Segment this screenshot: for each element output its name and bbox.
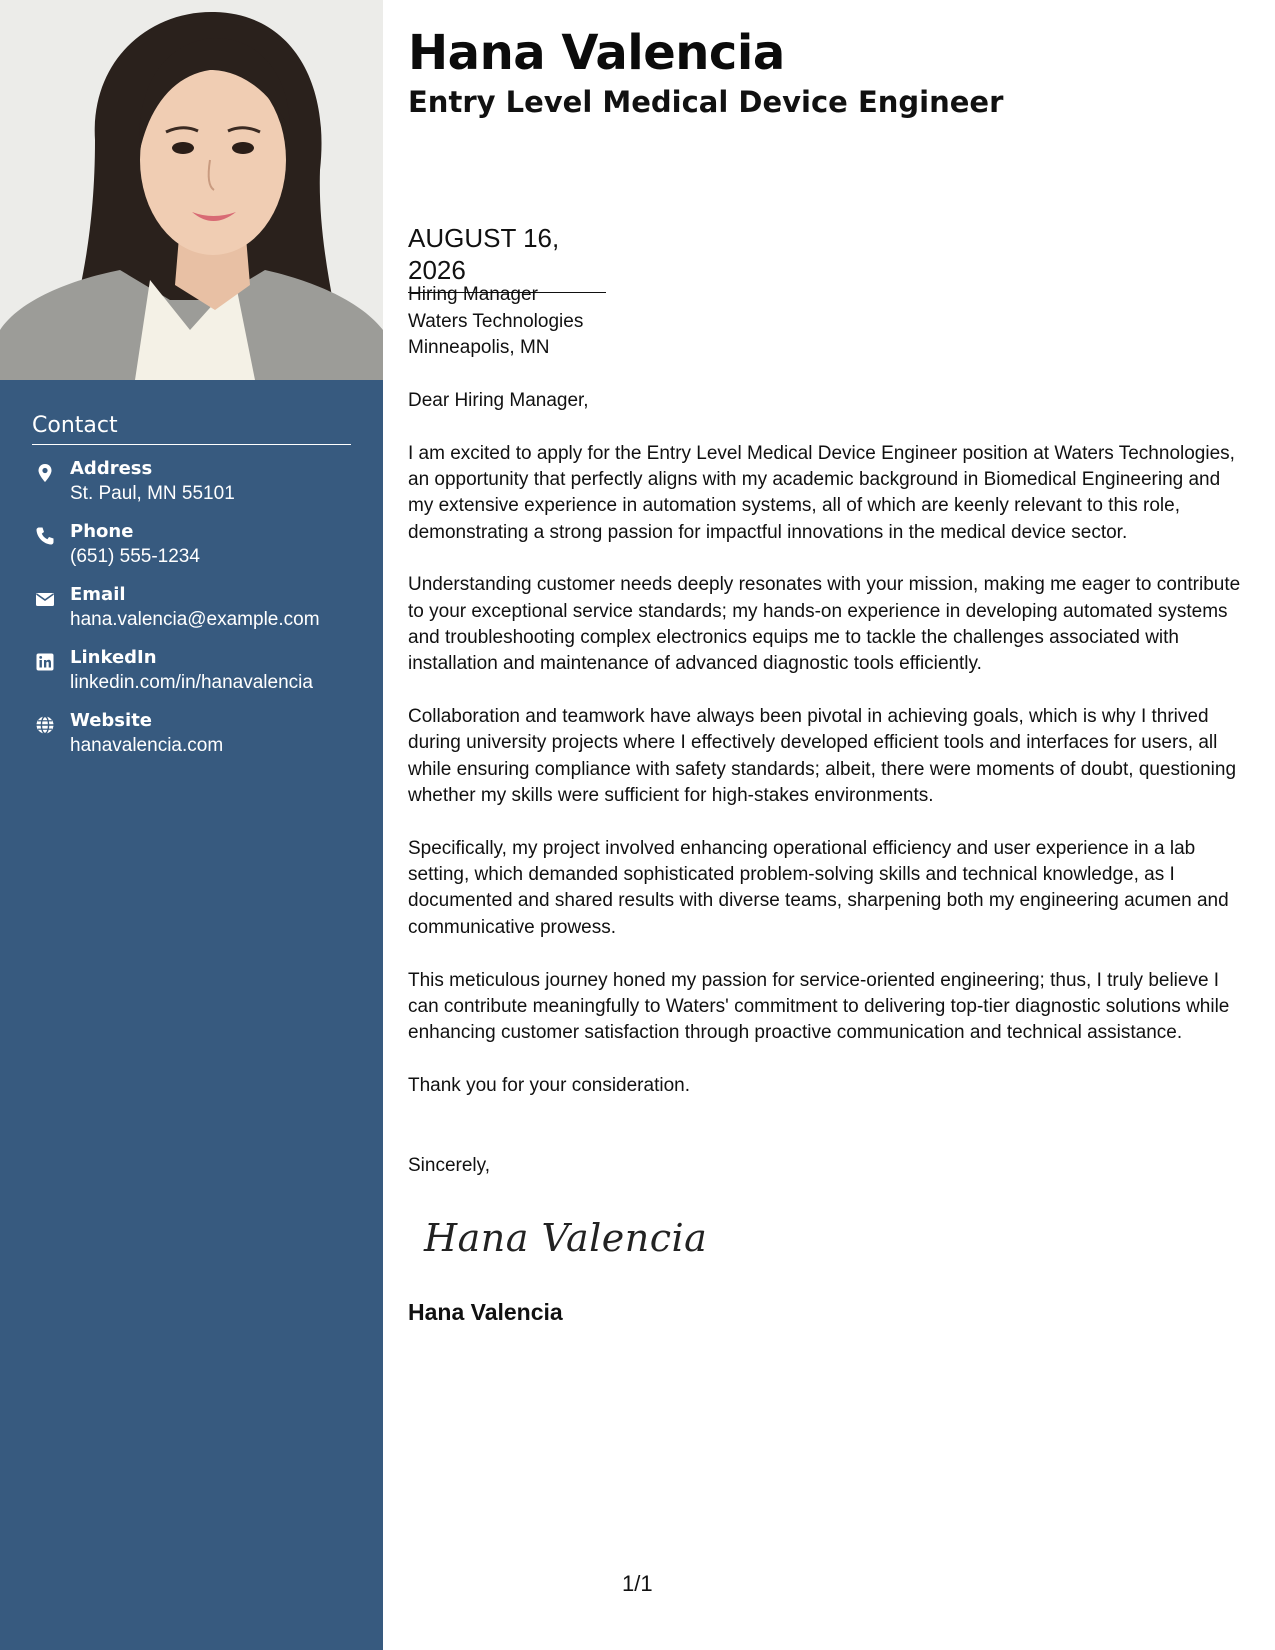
contact-item-linkedin [32,646,351,709]
contact-item-phone [32,520,351,583]
recipient-location: Minneapolis, MN [408,337,550,358]
contact-item-website [32,709,351,772]
contact-value: St. Paul, MN 55101 [70,483,235,504]
recipient-title: Hiring Manager [408,284,538,305]
header [408,22,1248,120]
contact-value: (651) 555-1234 [70,546,200,567]
recipient-block [408,282,583,362]
thanks-line: Thank you for your consideration. [408,1074,690,1096]
closing: Sincerely, [408,1155,491,1176]
globe-icon [35,715,55,735]
paragraph: I am excited to apply for the Entry Level Medical Device Engineer position at Waters Technologies, an opportunity that perfectly aligns with my academic background in Biomedical Engineering and my extensive experience in automation systems, all of which are keenly relevant to this role, demonstrating a strong passion for impactful innovations in the medical device sector. [408,442,1235,543]
signature: Hana Valencia [424,1216,708,1260]
contact-value: hana.valencia@example.com [70,609,320,630]
contact-label: Address [70,458,153,479]
paragraph: This meticulous journey honed my passion for service-oriented engineering; thus, I truly believe I can contribute meaningfully to Waters' commitment to delivering top-tier diagnostic solutions while enhancing customer satisfaction through proactive communication and technical assistance. [408,969,1230,1044]
applicant-name: Hana Valencia [408,25,785,81]
contact-item-email [32,583,351,646]
page-number: 1/1 [622,1571,653,1596]
contact-label: Phone [70,521,134,542]
contact-value: linkedin.com/in/hanavalencia [70,672,313,693]
envelope-icon [35,589,55,609]
contact-label: LinkedIn [70,647,157,668]
paragraph: Collaboration and teamwork have always been pivotal in achieving goals, which is why I thrived during university projects where I effectively developed efficient tools and interfaces for users, all while ensuring compliance with safety standards; albeit, there were moments of doubt, questioning whether my skills were sufficient for high-stakes environments. [408,706,1237,807]
job-title: Entry Level Medical Device Engineer [408,85,1004,119]
contact-list [32,457,351,772]
profile-photo [0,0,383,380]
phone-icon [35,526,55,546]
linkedin-icon [35,652,55,672]
paragraph: Understanding customer needs deeply resonates with your mission, making me eager to contribute to your exceptional service standards; my hands-on experience in developing automated systems and troubleshooting complex electronics equips me to tackle the challenges associated with installation and maintenance of advanced diagnostic tools efficiently. [408,574,1241,675]
sidebar [0,0,383,1650]
contact-label: Website [70,710,153,731]
contact-item-address [32,457,351,520]
map-pin-icon [35,463,55,483]
contact-label: Email [70,584,126,605]
signer-name: Hana Valencia [408,1299,563,1325]
contact-value: hanavalencia.com [70,735,224,756]
letter-date: AUGUST 16, 2026 [408,222,606,293]
contact-section [32,412,351,772]
contact-heading: Contact [32,412,351,445]
letter-body [408,388,1250,1126]
salutation: Dear Hiring Manager, [408,390,589,411]
recipient-company: Waters Technologies [408,310,584,332]
paragraph: Specifically, my project involved enhancing operational efficiency and user experience in a lab setting, which demanded sophisticated problem-solving skills and technical knowledge, as I documented and shared results with diverse teams, sharpening both my engineering acumen and communicative prowess. [408,837,1229,938]
